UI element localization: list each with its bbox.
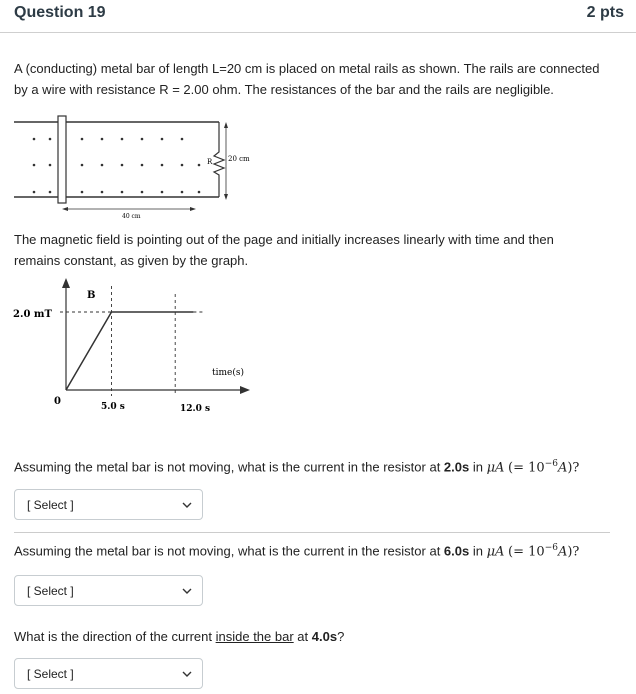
width-label: 40 cm: [122, 213, 141, 220]
q1-eq: (= 10: [508, 460, 545, 476]
question-header: [0, 0, 636, 33]
q3-pre: What is the direction of the current: [14, 629, 216, 644]
q1-close: )?: [567, 460, 580, 476]
question-3-text: [14, 629, 344, 644]
answer-select-2[interactable]: [14, 575, 203, 606]
height-arrow-up: [224, 122, 228, 128]
metal-bar: [58, 116, 66, 203]
q2-unit2: A: [557, 544, 568, 560]
q3-time: 4.0s: [311, 629, 338, 644]
resistor-label: R: [207, 158, 213, 166]
x-tick-5: 5.0 s: [101, 402, 125, 412]
intro-paragraph: [14, 58, 599, 100]
q2-time: 6.0s: [443, 543, 470, 559]
q1-pre: Assuming the metal bar is not moving, what is the current in the resistor at: [14, 459, 444, 475]
y-axis-label: B: [87, 290, 96, 301]
select-2-label: [ Select ]: [27, 584, 74, 598]
width-arrow-left: [62, 207, 68, 211]
q1-unit: μA: [486, 460, 505, 476]
q3-post: at: [293, 629, 312, 644]
intro-line-1: A (conducting) metal bar of length L=20 cm is placed on metal rails as shown. The rails are connected: [14, 61, 600, 76]
answer-select-1[interactable]: [14, 489, 203, 520]
q1-time: 2.0s: [443, 459, 470, 475]
select-1-label: [ Select ]: [27, 498, 74, 512]
width-arrow-right: [190, 207, 196, 211]
q1-unit2: A: [557, 460, 568, 476]
height-label: 20 cm: [228, 155, 250, 163]
y-tick-label: 2.0 mT: [13, 309, 52, 320]
chevron-down-icon: [180, 584, 194, 598]
question-2-text: [14, 543, 579, 559]
divider-1: [14, 532, 610, 533]
chevron-down-icon: [180, 498, 194, 512]
q2-pre: Assuming the metal bar is not moving, what is the current in the resistor at: [14, 543, 444, 559]
field-line-2: remains constant, as given by the graph.: [14, 253, 249, 268]
answer-select-3[interactable]: [14, 658, 203, 689]
origin-label: 0: [54, 396, 61, 407]
q2-exp: −6: [544, 543, 558, 553]
b-field-graph: [0, 276, 260, 422]
q1-exp: −6: [544, 459, 558, 469]
y-axis-arrow: [62, 278, 70, 288]
select-3-label: [ Select ]: [27, 667, 74, 681]
question-title: Question 19: [14, 4, 106, 21]
field-paragraph: [14, 229, 554, 271]
height-arrow-down: [224, 194, 228, 200]
q2-unit: μA: [486, 544, 505, 560]
b-field-line: [66, 312, 193, 390]
x-axis-arrow: [240, 386, 250, 394]
q2-close: )?: [567, 544, 580, 560]
field-line-1: The magnetic field is pointing out of the page and initially increases linearly with time and then: [14, 232, 554, 247]
q3-close: ?: [337, 629, 345, 644]
question-points: 2 pts: [586, 4, 624, 21]
q1-mid: in: [469, 459, 487, 475]
q3-underlined: inside the bar: [215, 629, 294, 644]
rail-diagram: [14, 112, 254, 222]
q2-mid: in: [469, 543, 487, 559]
chevron-down-icon: [180, 667, 194, 681]
question-1-text: [14, 459, 579, 475]
intro-line-2: by a wire with resistance R = 2.00 ohm. The resistances of the bar and the rails are negligible.: [14, 82, 554, 97]
q2-eq: (= 10: [508, 544, 545, 560]
x-tick-12: 12.0 s: [180, 404, 211, 414]
resistor-wire: [214, 122, 224, 197]
x-axis-label: time(s): [212, 368, 244, 378]
